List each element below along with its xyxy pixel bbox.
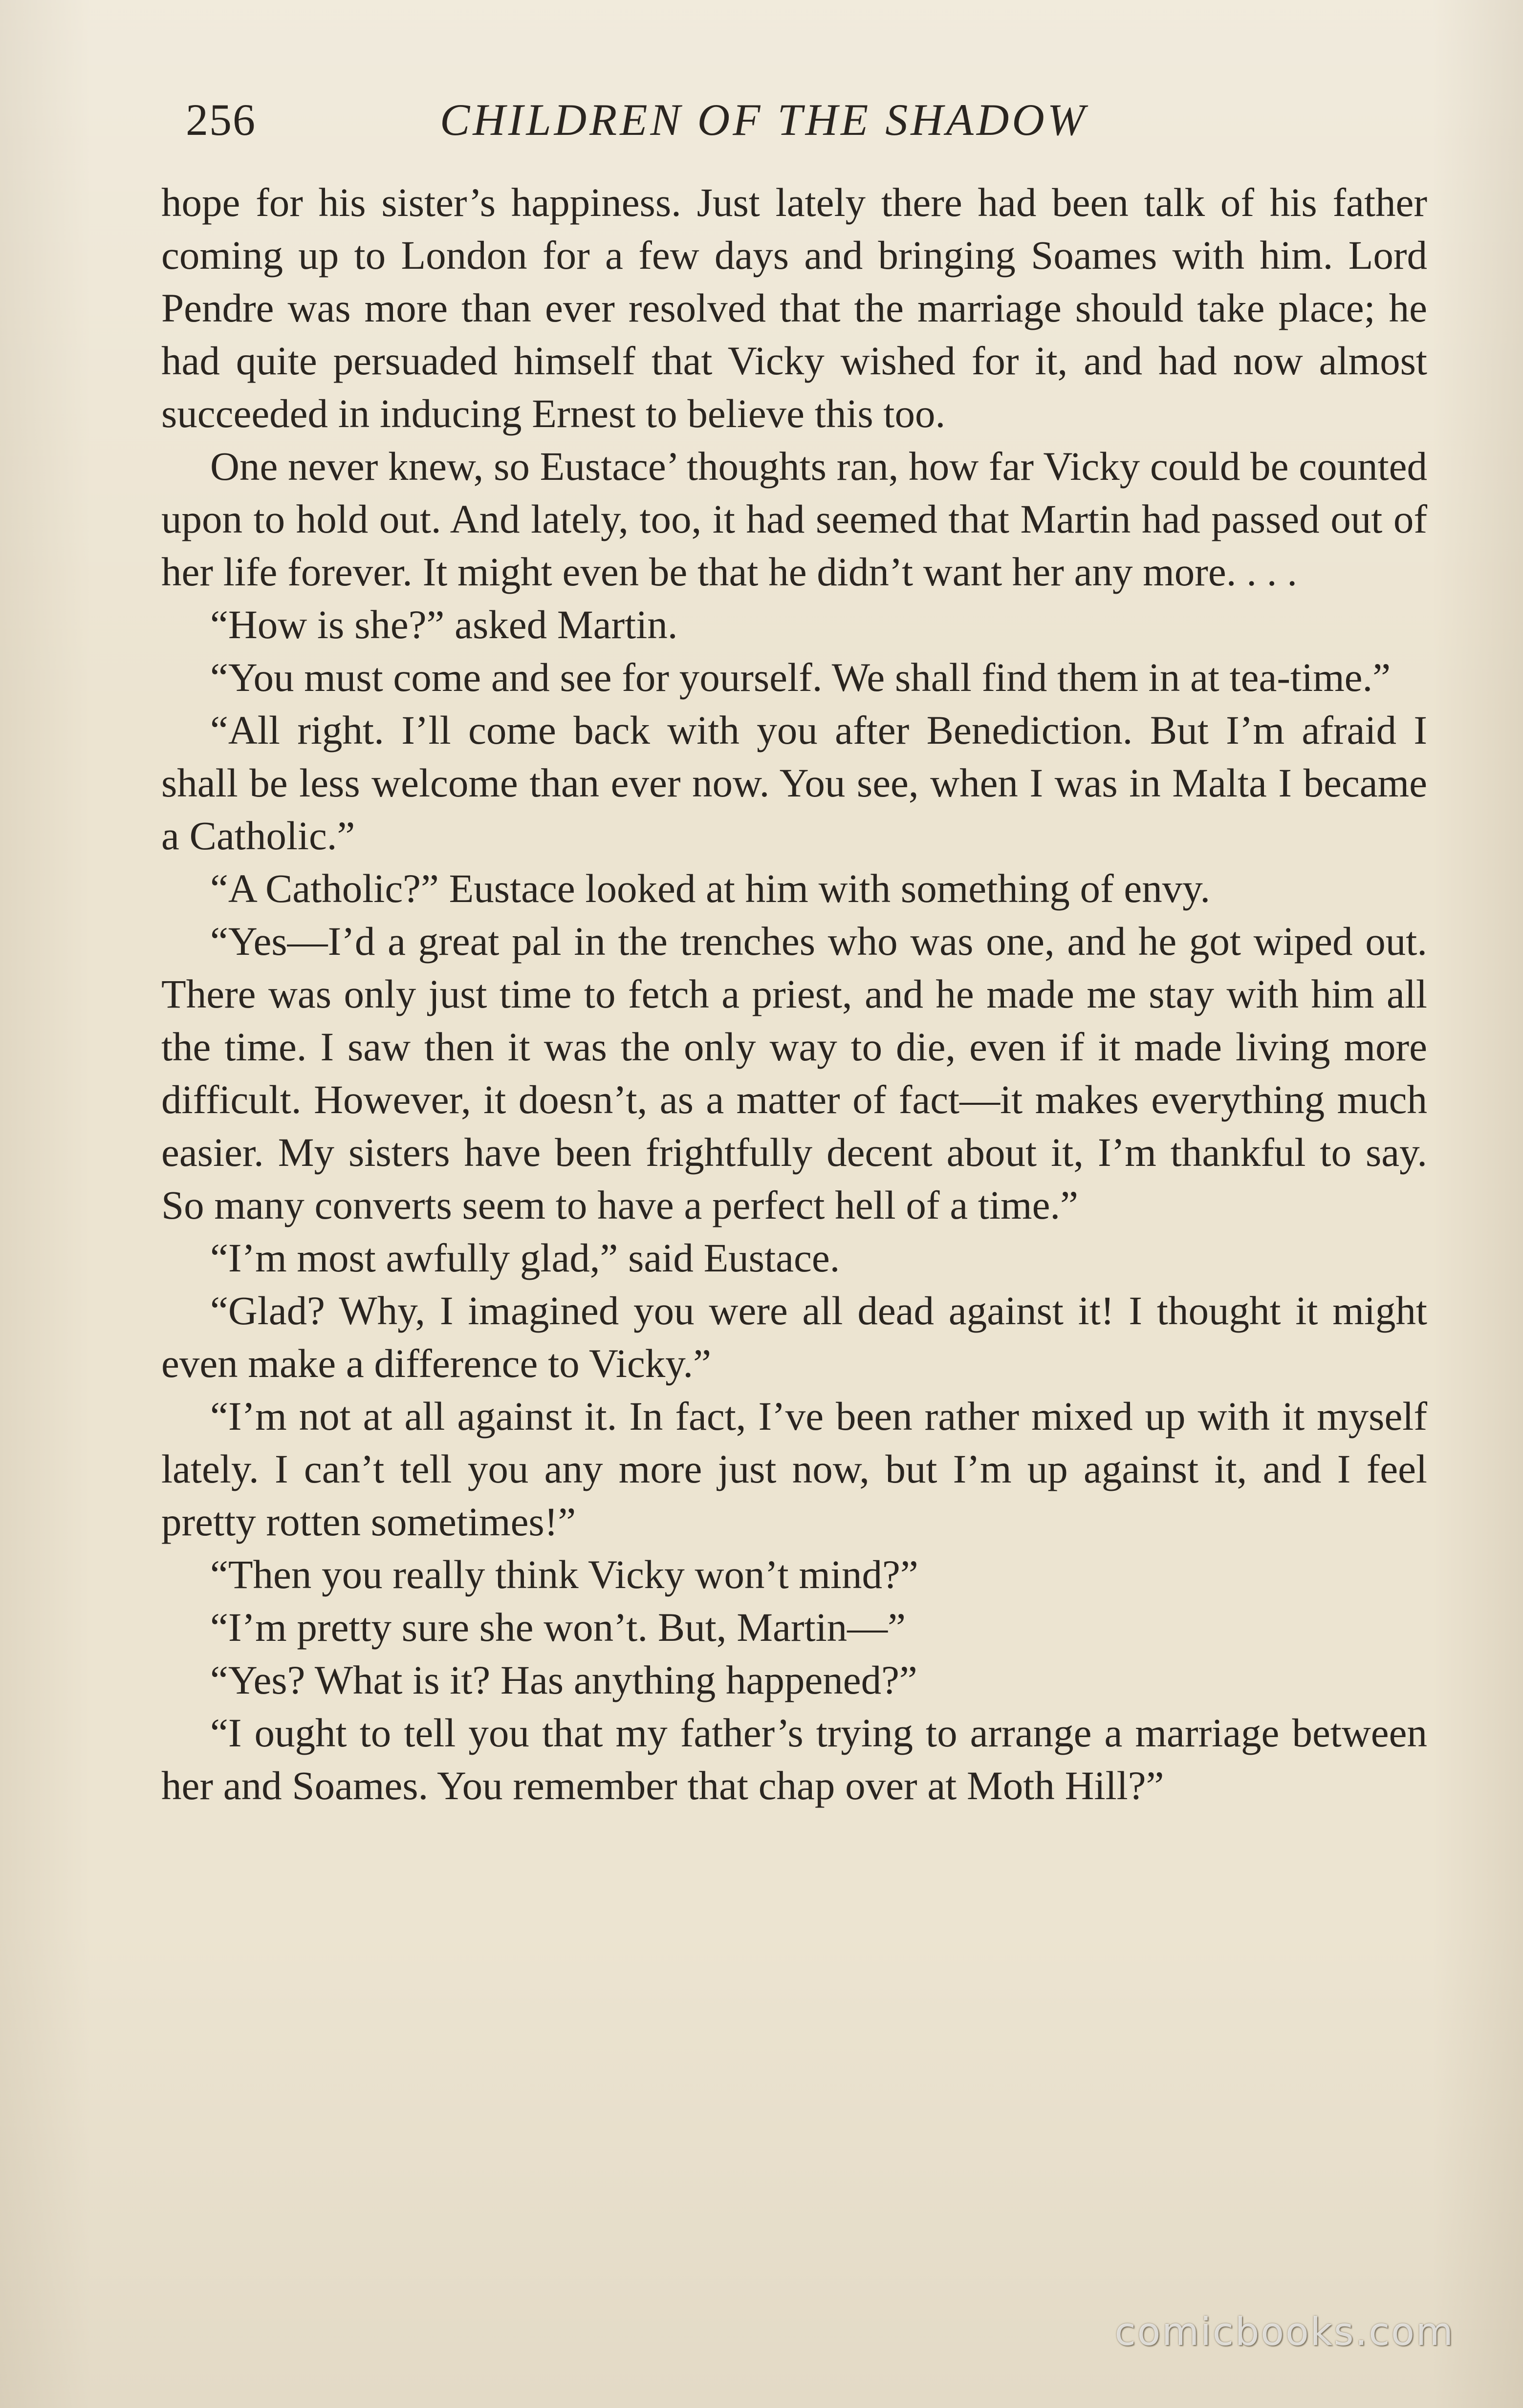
paragraph: “How is she?” asked Martin. (210, 602, 678, 647)
paragraph: One never knew, so Eustace’ thoughts ran, how far Vicky could be counted upon to hold out. And lately, too, it had seemed that Martin had passed out of her life forever. It might even be that he didn’t want her any more. . . . (161, 444, 1427, 594)
running-head (186, 88, 1437, 151)
paragraph: “I’m most awfully glad,” said Eustace. (210, 1235, 840, 1280)
watermark: comicbooks.com (1114, 2310, 1455, 2354)
page-number: 256 (186, 95, 256, 145)
paragraph: “You must come and see for yourself. We shall find them in at tea-time.” (210, 655, 1391, 700)
paragraph: “All right. I’ll come back with you after Benediction. But I’m afraid I shall be less welcome than ever now. You see, when I was in Malta I became a Catholic.” (161, 708, 1427, 858)
paragraph: “I’m not at all against it. In fact, I’ve been rather mixed up with it myself lately. I can’t tell you any more just now, but I’m up against it, and I feel pretty rotten sometimes!” (161, 1394, 1427, 1544)
paragraph: “I ought to tell you that my father’s trying to arrange a marriage between her and Soames. You remember that chap over at Moth Hill?” (161, 1710, 1427, 1808)
paragraph: “I’m pretty sure she won’t. But, Martin—” (210, 1605, 906, 1650)
book-title: CHILDREN OF THE SHADOW (440, 95, 1088, 145)
body-text (161, 176, 1427, 1812)
paragraph: “A Catholic?” Eustace looked at him with something of envy. (210, 866, 1211, 911)
paragraph: “Glad? Why, I imagined you were all dead against it! I thought it might even make a difference to Vicky.” (161, 1288, 1427, 1386)
paragraph: “Yes? What is it? Has anything happened?” (210, 1657, 917, 1702)
paragraph: “Then you really think Vicky won’t mind?” (210, 1552, 918, 1597)
paragraph: “Yes—I’d a great pal in the trenches who was one, and he got wiped out. There was only just time to fetch a priest, and he made me stay with him all the time. I saw then it was the only way to die, even if it made living more difficult. However, it doesn’t, as a matter of fact—it makes everything much easier. My sisters have been frightfully decent about it, I’m thankful to say. So many converts seem to have a perfect hell of a time.” (161, 919, 1427, 1227)
paragraph: hope for his sister’s happiness. Just lately there had been talk of his father coming up to London for a few days and bringing Soames with him. Lord Pendre was more than ever resolved that the marriage should take place; he had quite persuaded himself that Vicky wished for it, and had now almost succeeded in inducing Ernest to believe this too. (161, 180, 1427, 436)
